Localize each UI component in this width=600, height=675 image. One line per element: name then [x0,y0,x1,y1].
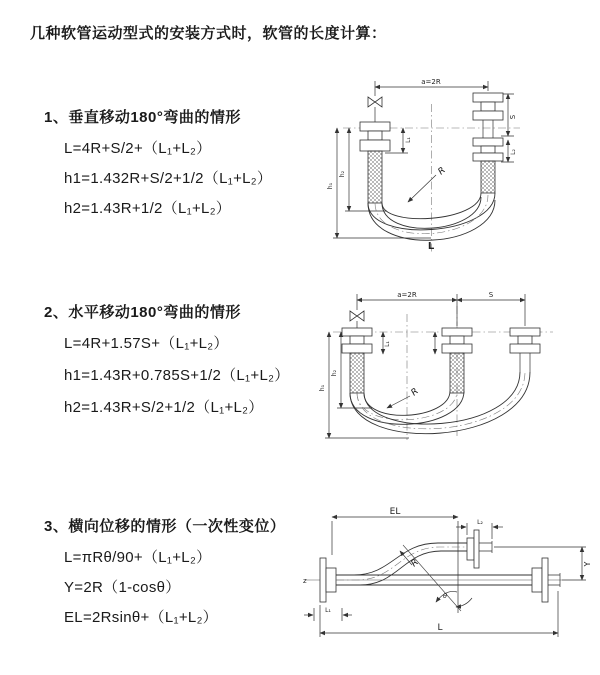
hose-curves [350,372,530,434]
section-2-formula-h1: h1=1.43R+0.785S+1/2（L₁+L₂） [64,367,290,384]
angle-construction [403,545,472,611]
dim-h1-label: h₁ [319,384,326,392]
dim-span-label: a=2R [397,291,417,299]
braided-hose-section [450,353,464,393]
dim-h2-label: h₂ [339,170,346,178]
section-3-heading: 3、横向位移的情形（一次性变位） [44,518,286,535]
lateral-displacement-drawing [300,505,600,645]
dim-fitting-left-label: L₁ [405,137,412,143]
vertical-180-bend-drawing [315,76,600,258]
radius-leader-line [387,396,410,408]
diagram-horizontal-180-bend [313,288,600,453]
dim-stroke-label: S [488,291,494,299]
dim-offset-label: Y [583,561,592,567]
left-flange-fitting [342,328,372,393]
left-flange-fitting [320,558,336,602]
section-1-formula-L: L=4R+S/2+（L₁+L₂） [64,140,212,157]
left-flange-fitting [360,122,390,203]
upper-flange-fitting [467,530,492,568]
section-1-heading: 1、垂直移动180°弯曲的情形 [44,109,241,126]
dim-el-label: EL [389,507,401,517]
break-mark: z [303,577,307,585]
section-3-formula-L: L=πRθ/90+（L₁+L₂） [64,549,212,566]
diagram-vertical-180-bend [315,76,600,263]
dim-fitting-right-label: L₂ [477,519,483,526]
braided-hose-section [368,151,382,203]
section-1-formula-h1: h1=1.432R+S/2+1/2（L₁+L₂） [64,170,273,187]
dim-stroke-label: S [509,114,517,120]
middle-flange-fitting [442,328,472,393]
valve-icon [350,311,364,328]
dim-span-label: a=2R [421,78,441,86]
section-2-heading: 2、水平移动180°弯曲的情形 [44,304,241,321]
right-flange-fitting [510,328,540,372]
section-2-formula-h2: h2=1.43R+S/2+1/2（L₁+L₂） [64,399,264,416]
radius-label: R [409,557,421,570]
section-3-formula-Y: Y=2R（1-cosθ） [64,579,181,596]
section-1-formula-h2: h2=1.43R+1/2（L₁+L₂） [64,200,232,217]
right-flange-fitting [473,93,503,193]
braided-hose-section [481,161,495,193]
dim-h1-label: h₁ [327,182,334,190]
dim-fitting-left-label: L₁ [384,341,391,347]
dim-length-label: L [437,623,443,633]
diagram-lateral-displacement [300,505,600,650]
page-title: 几种软管运动型式的安装方式时，软管的长度计算： [30,25,387,42]
section-3-formula-EL: EL=2Rsinθ+（L₁+L₂） [64,609,218,626]
dim-fitting-right-label: L₂ [510,149,517,155]
length-label: L [427,241,435,252]
dimension-lines [304,507,592,637]
dim-fitting-left-label: L₁ [325,607,331,614]
horizontal-180-bend-drawing [313,288,600,448]
radius-label: R [409,386,421,399]
radius-label: R [436,165,448,178]
braided-hose-section [350,353,364,393]
angle-label: θ [443,592,447,600]
section-2-formula-L: L=4R+1.57S+（L₁+L₂） [64,335,229,352]
dim-h2-label: h₂ [331,369,338,377]
hose-displaced-position [336,543,467,585]
valve-icon [368,97,382,122]
